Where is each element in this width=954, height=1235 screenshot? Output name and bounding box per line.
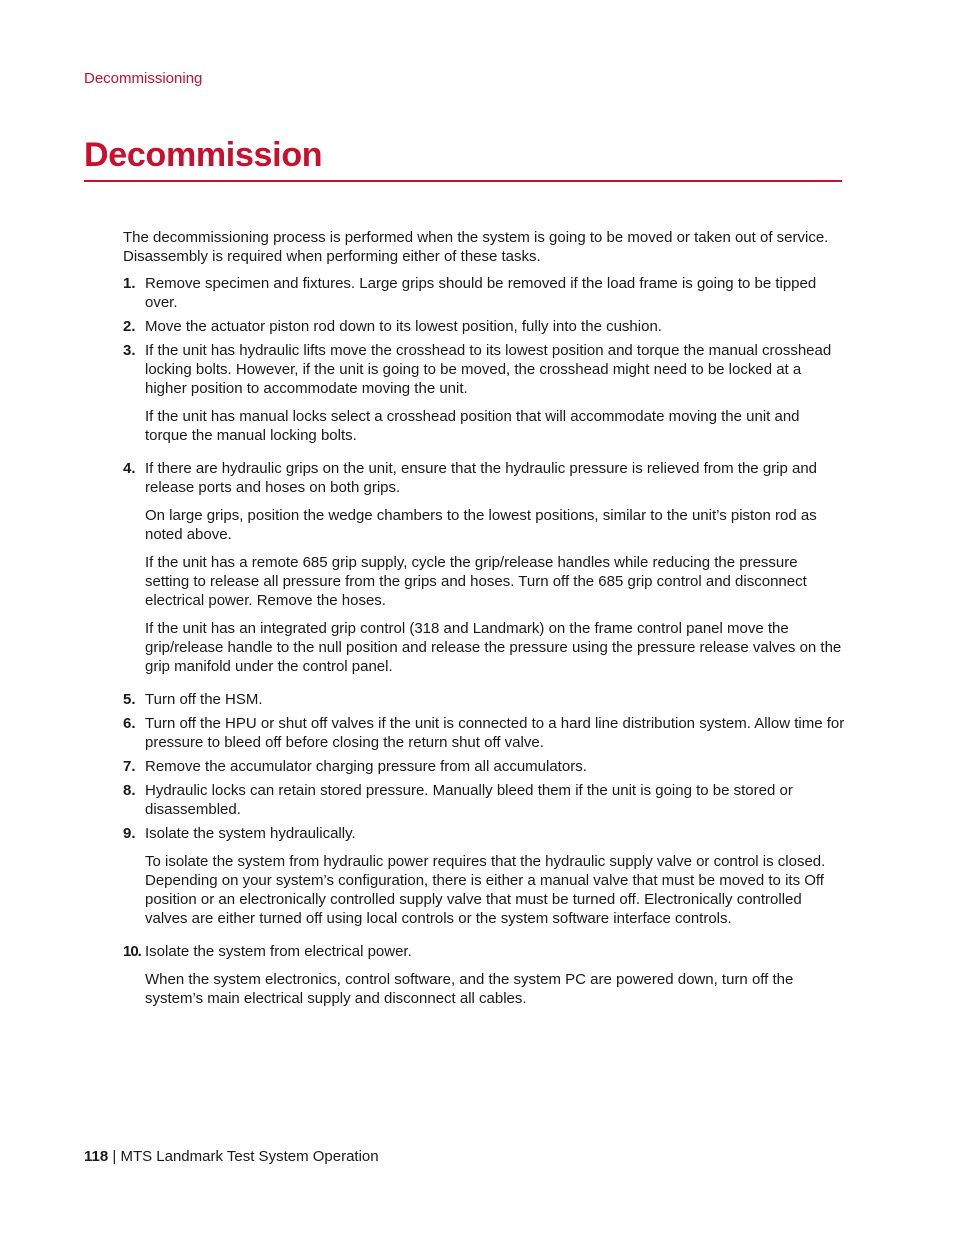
step-text: If there are hydraulic grips on the unit, ensure that the hydraulic pressure is relieved from the grip and release ports and hoses on both grips. <box>145 460 818 496</box>
step-9 <box>123 824 845 928</box>
step-number: 4. <box>123 460 136 477</box>
step-6 <box>123 714 845 752</box>
step-4 <box>123 459 845 676</box>
page-title: Decommission <box>84 136 323 174</box>
step-text: Hydraulic locks can retain stored pressure. Manually bleed them if the unit is going to be stored or disassembled. <box>145 782 793 818</box>
step-note: If the unit has a remote 685 grip supply, cycle the grip/release handles while reducing the pressure setting to release all pressure from the grips and hoses. Turn off the 685 grip control and disconnect electrical power. Remove the hoses. <box>145 554 807 609</box>
step-8 <box>123 781 845 819</box>
step-10 <box>123 942 845 1008</box>
step-5 <box>123 690 845 709</box>
page-footer <box>84 1148 379 1165</box>
step-number: 10. <box>123 943 141 960</box>
step-text: Isolate the system hydraulically. <box>145 825 356 842</box>
step-number: 8. <box>123 782 136 799</box>
step-number: 2. <box>123 318 136 335</box>
step-text: If the unit has hydraulic lifts move the crosshead to its lowest position and torque the manual crosshead locking bolts. However, if the unit is going to be moved, the crosshead might need to be locked at a higher position to accommodate moving the unit. <box>145 342 832 397</box>
page-number: 118 <box>84 1148 109 1165</box>
step-note: When the system electronics, control software, and the system PC are powered down, turn off the system’s main electrical supply and disconnect all cables. <box>145 971 794 1007</box>
step-text: Move the actuator piston rod down to its lowest position, fully into the cushion. <box>145 318 662 335</box>
step-text: Turn off the HPU or shut off valves if the unit is connected to a hard line distribution system. Allow time for pressure to bleed off before closing the return shut off valve. <box>145 715 845 751</box>
intro-paragraph: The decommissioning process is performed when the system is going to be moved or taken out of service. Disassembly is required when performing either of these tasks. <box>123 229 829 265</box>
step-number: 5. <box>123 691 136 708</box>
step-number: 3. <box>123 342 136 359</box>
step-note: If the unit has an integrated grip control (318 and Landmark) on the frame control panel move the grip/release handle to the null position and release the pressure using the pressure release valves on the grip manifold under the control panel. <box>145 620 842 675</box>
step-text: Remove specimen and fixtures. Large grips should be removed if the load frame is going to be tipped over. <box>145 275 817 311</box>
step-text: Remove the accumulator charging pressure from all accumulators. <box>145 758 587 775</box>
running-header: Decommissioning <box>84 70 203 87</box>
step-number: 7. <box>123 758 136 775</box>
step-number: 9. <box>123 825 136 842</box>
step-7 <box>123 757 845 776</box>
step-text: Isolate the system from electrical power. <box>145 943 412 960</box>
footer-separator: | <box>112 1148 117 1165</box>
step-2 <box>123 317 845 336</box>
step-number: 6. <box>123 715 136 732</box>
title-rule <box>84 180 842 182</box>
step-note: If the unit has manual locks select a crosshead position that will accommodate moving the unit and torque the manual locking bolts. <box>145 408 800 444</box>
step-1 <box>123 274 845 312</box>
steps-list <box>123 274 845 1013</box>
step-note: On large grips, position the wedge chambers to the lowest positions, similar to the unit’s piston rod as noted above. <box>145 507 817 543</box>
step-note: To isolate the system from hydraulic power requires that the hydraulic supply valve or control is closed. Depending on your system’s configuration, there is either a manual valve that must be moved to its Off position or an electronically controlled supply valve that must be turned off. Electronically controlled valves are either turned off using local controls or the system software interface controls. <box>145 853 826 927</box>
step-text: Turn off the HSM. <box>145 691 263 708</box>
document-title: MTS Landmark Test System Operation <box>120 1148 379 1165</box>
step-number: 1. <box>123 275 136 292</box>
step-3 <box>123 341 845 445</box>
